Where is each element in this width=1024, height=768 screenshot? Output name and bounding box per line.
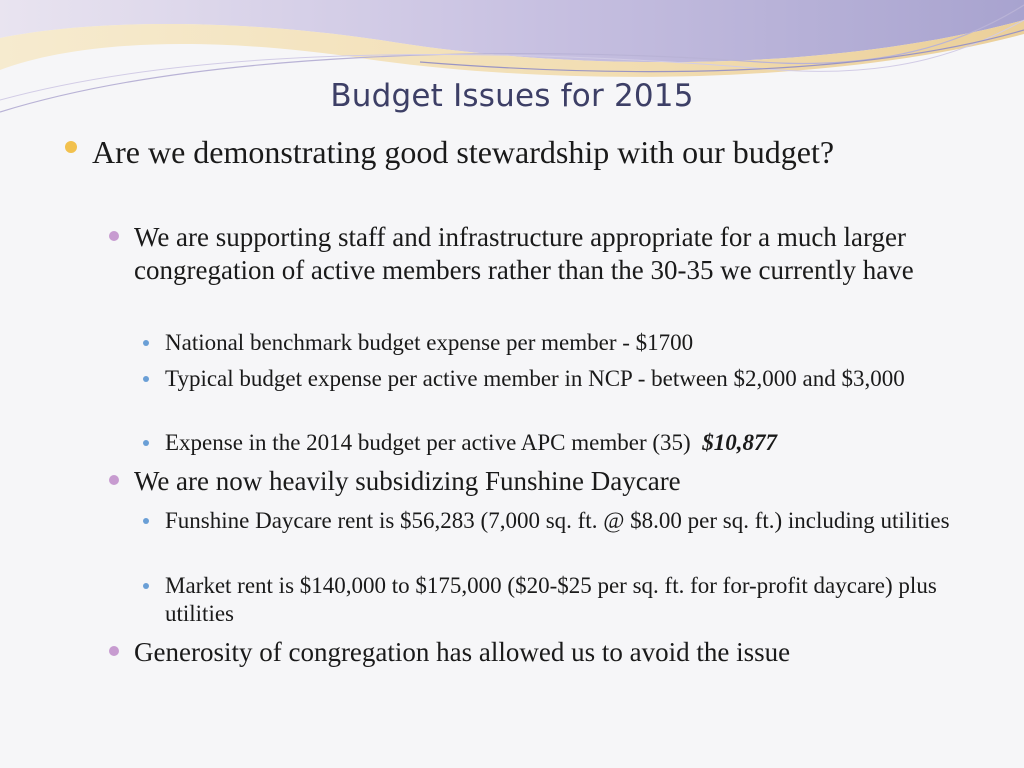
- bullet-item-l3: [165, 429, 965, 457]
- bullet-text: Market rent is $140,000 to $175,000 ($20-$25 per sq. ft. for for-profit daycare) plus utilities: [165, 573, 937, 626]
- bullet-text: Typical budget expense per active member in NCP - between $2,000 and $3,000: [165, 366, 905, 391]
- bullet-icon: [143, 440, 149, 446]
- bullet-text: Generosity of congregation has allowed us to avoid the issue: [134, 637, 791, 667]
- bullet-text: Expense in the 2014 budget per active APC member (35): [165, 430, 691, 455]
- bullet-item-l3: [165, 365, 965, 393]
- highlight-value: $10,877: [702, 430, 777, 455]
- bullet-icon: [109, 646, 119, 656]
- bullet-item-l3: [165, 572, 965, 628]
- bullet-icon: [109, 475, 119, 485]
- bullet-icon: [109, 231, 119, 241]
- bullet-icon: [65, 141, 77, 153]
- bullet-text: We are supporting staff and infrastructure appropriate for a much larger congregation of active members rather than the 30-35 we currently have: [134, 222, 914, 285]
- bullet-item-l3: [165, 329, 965, 357]
- bullet-item-l1: [92, 134, 912, 171]
- bullet-icon: [143, 340, 149, 346]
- bullet-icon: [143, 376, 149, 382]
- bullet-text: Are we demonstrating good stewardship with our budget?: [92, 134, 835, 170]
- bullet-text: We are now heavily subsidizing Funshine Daycare: [134, 466, 681, 496]
- bullet-item-l2: [134, 221, 964, 287]
- bullet-item-l2: [134, 465, 964, 498]
- bullet-item-l2: [134, 636, 964, 669]
- bullet-icon: [143, 583, 149, 589]
- bullet-item-l3: [165, 507, 965, 535]
- bullet-text: Funshine Daycare rent is $56,283 (7,000 sq. ft. @ $8.00 per sq. ft.) including utilities: [165, 508, 950, 533]
- bullet-text: National benchmark budget expense per member - $1700: [165, 330, 694, 355]
- slide-title: Budget Issues for 2015: [330, 78, 694, 114]
- bullet-icon: [143, 518, 149, 524]
